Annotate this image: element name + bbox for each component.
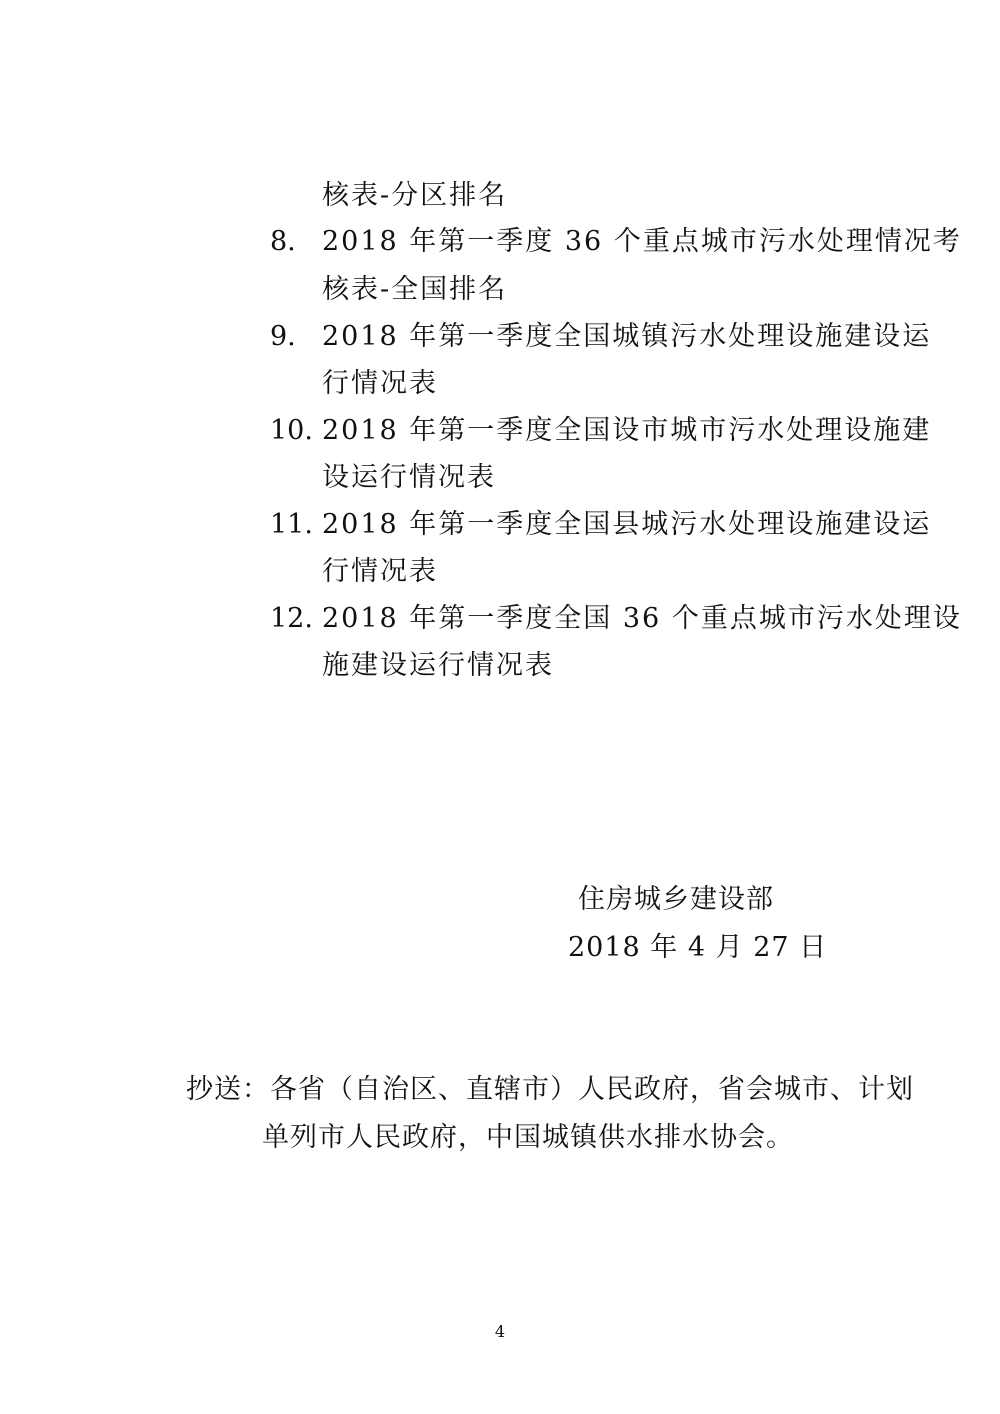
list-item-text-line2: 设运行情况表	[322, 462, 496, 493]
list-item-7-continuation: 核表-分区排名	[322, 180, 508, 211]
page-number: 4	[494, 1322, 506, 1341]
list-item-text-line1: 2018 年第一季度全国设市城市污水处理设施建	[322, 415, 932, 446]
cc-line-1: 抄送：各省（自治区、直辖市）人民政府，省会城市、计划	[186, 1074, 914, 1105]
list-item-number: 9.	[270, 321, 296, 352]
list-item-text-line2: 施建设运行情况表	[322, 650, 554, 681]
list-item-number: 11.	[270, 509, 313, 540]
list-item-number: 10.	[270, 415, 313, 446]
list-item-text-line1: 2018 年第一季度全国县城污水处理设施建设运	[322, 509, 932, 540]
list-item-text-line2: 核表-全国排名	[322, 274, 508, 305]
list-item-text-line1: 2018 年第一季度全国城镇污水处理设施建设运	[322, 321, 932, 352]
list-item-number: 8.	[270, 226, 296, 257]
list-item-text-line2: 行情况表	[322, 368, 438, 399]
list-item-text-line1: 2018 年第一季度 36 个重点城市污水处理情况考	[322, 226, 962, 257]
list-item-text-line1: 2018 年第一季度全国 36 个重点城市污水处理设	[322, 603, 962, 634]
cc-line-2: 单列市人民政府，中国城镇供水排水协会。	[262, 1122, 794, 1153]
issue-date: 2018 年 4 月 27 日	[568, 932, 828, 963]
list-item-number: 12.	[270, 603, 313, 634]
issuing-organization: 住房城乡建设部	[578, 884, 774, 915]
list-item-text-line2: 行情况表	[322, 556, 438, 587]
